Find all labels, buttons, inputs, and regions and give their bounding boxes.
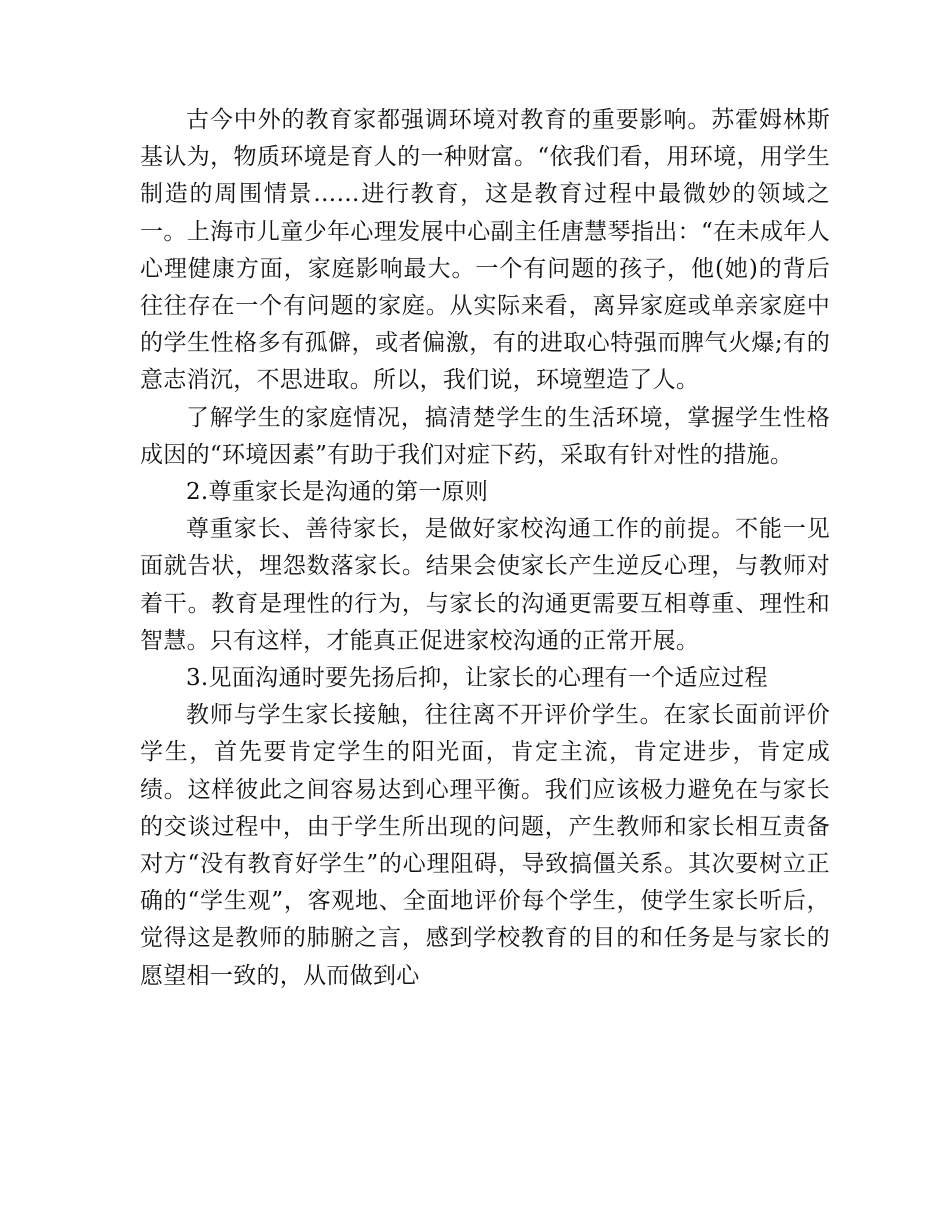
paragraph-evaluate-students: 教师与学生家长接触，往往离不开评价学生。在家长面前评价学生，首先要肯定学生的阳光面，肯定主流，肯定进步，肯定成绩。这样彼此之间容易达到心理平衡。我们应该极力避免在与家长的交谈过程中，由于学生所出现的问题，产生教师和家长相互责备对方“没有教育好学生”的心理阻碍，导致搞僵关系。其次要树立正确的“学生观”，客观地、全面地评价每个学生，使学生家长听后，觉得这是教师的肺腑之言，感到学校教育的目的和任务是与家长的愿望相一致的，从而做到心 bbox=[140, 702, 830, 989]
paragraph-environment-influence: 古今中外的教育家都强调环境对教育的重要影响。苏霍姆林斯基认为，物质环境是育人的一种财富。“依我们看，用环境，用学生制造的周围情景……进行教育，这是教育过程中最微妙的领域之一。上海市儿童少年心理发展中心副主任唐慧琴指出：“在未成年人心理健康方面，家庭影响最大。一个有问题的孩子，他(她)的背后往往存在一个有问题的家庭。从实际来看，离异家庭或单亲家庭中的学生性格多有孤僻，或者偏激，有的进取心特强而脾气火爆;有的意志消沉，不思进取。所以，我们说，环境塑造了人。 bbox=[140, 107, 830, 394]
paragraph-respect-parents: 尊重家长、善待家长，是做好家校沟通工作的前提。不能一见面就告状，埋怨数落家长。结果会使家长产生逆反心理，与教师对着干。教育是理性的行为，与家长的沟通更需要互相尊重、理性和智慧。只有这样，才能真正促进家校沟通的正常开展。 bbox=[140, 516, 830, 654]
paragraph-family-situation: 了解学生的家庭情况，搞清楚学生的生活环境，掌握学生性格成因的“环境因素”有助于我们对症下药，采取有针对性的措施。 bbox=[140, 404, 830, 468]
section-heading-praise-first: 3.见面沟通时要先扬后抑，让家长的心理有一个适应过程 bbox=[186, 665, 768, 692]
document-body bbox=[140, 102, 830, 995]
section-heading-respect-parents: 2.尊重家长是沟通的第一原则 bbox=[186, 479, 489, 506]
